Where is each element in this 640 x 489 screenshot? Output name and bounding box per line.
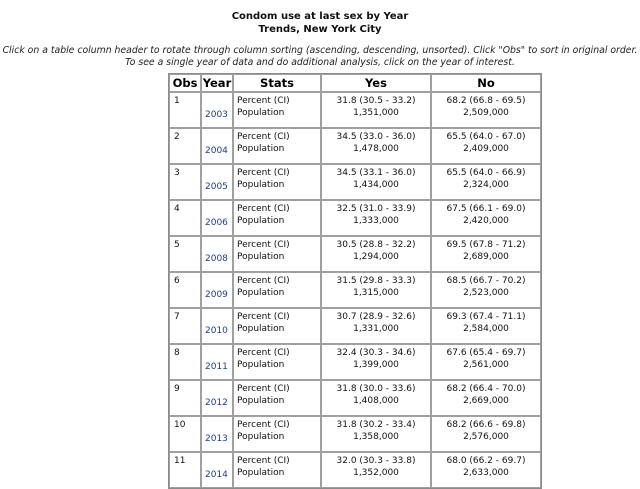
obs-cell: 1 <box>169 92 201 128</box>
yes-percent: 31.8 (30.5 - 33.2) <box>336 96 416 106</box>
year-link[interactable]: 2014 <box>205 470 228 480</box>
yes-percent: 30.7 (28.9 - 32.6) <box>336 312 416 322</box>
obs-cell: 9 <box>169 380 201 416</box>
table-row <box>169 236 541 272</box>
no-percent: 68.2 (66.4 - 70.0) <box>446 384 526 394</box>
yes-cell <box>321 344 431 380</box>
no-percent: 65.5 (64.0 - 67.0) <box>446 132 526 142</box>
no-population: 2,509,000 <box>463 107 509 118</box>
table-row <box>169 344 541 380</box>
yes-population: 1,399,000 <box>353 359 399 370</box>
obs-cell: 5 <box>169 236 201 272</box>
stat-label-percent: Percent (CI) <box>237 240 290 250</box>
table-row <box>169 200 541 236</box>
yes-cell <box>321 380 431 416</box>
obs-cell: 6 <box>169 272 201 308</box>
no-population: 2,669,000 <box>463 395 509 406</box>
no-population: 2,576,000 <box>463 431 509 442</box>
year-link[interactable]: 2012 <box>205 398 228 408</box>
year-link[interactable]: 2008 <box>205 254 228 264</box>
stat-label-population: Population <box>237 215 285 226</box>
yes-percent: 32.4 (30.3 - 34.6) <box>336 348 416 358</box>
no-population: 2,523,000 <box>463 287 509 298</box>
no-cell <box>431 272 541 308</box>
yes-cell <box>321 452 431 488</box>
stat-label-percent: Percent (CI) <box>237 348 290 358</box>
header-row <box>169 74 541 92</box>
no-percent: 69.5 (67.8 - 71.2) <box>446 240 526 250</box>
table-row <box>169 164 541 200</box>
yes-population: 1,358,000 <box>353 431 399 442</box>
stat-label-percent: Percent (CI) <box>237 132 290 142</box>
data-table <box>168 73 542 489</box>
table-row <box>169 272 541 308</box>
yes-percent: 30.5 (28.8 - 32.2) <box>336 240 416 250</box>
year-cell <box>201 308 233 344</box>
stat-label-percent: Percent (CI) <box>237 312 290 322</box>
stat-label-percent: Percent (CI) <box>237 168 290 178</box>
no-cell <box>431 236 541 272</box>
obs-cell: 3 <box>169 164 201 200</box>
obs-cell: 2 <box>169 128 201 164</box>
yes-population: 1,408,000 <box>353 395 399 406</box>
no-column-header[interactable]: No <box>431 74 541 92</box>
stat-label-population: Population <box>237 179 285 190</box>
no-cell <box>431 416 541 452</box>
no-cell <box>431 380 541 416</box>
no-cell <box>431 200 541 236</box>
year-column-header[interactable]: Year <box>202 76 232 90</box>
no-percent: 68.2 (66.8 - 69.5) <box>446 96 526 106</box>
yes-cell <box>321 128 431 164</box>
stats-cell <box>233 416 321 452</box>
yes-population: 1,331,000 <box>353 323 399 334</box>
stats-cell <box>233 236 321 272</box>
no-cell <box>431 92 541 128</box>
yes-population: 1,351,000 <box>353 107 399 118</box>
year-cell <box>201 164 233 200</box>
stat-label-population: Population <box>237 359 285 370</box>
obs-cell: 11 <box>169 452 201 488</box>
stats-cell <box>233 92 321 128</box>
stat-label-percent: Percent (CI) <box>237 276 290 286</box>
stats-cell <box>233 164 321 200</box>
instructions-line-1: Click on a table column header to rotate through column sorting (ascending, descending, unsorted). Click "Obs" to sort in original order. <box>2 45 638 56</box>
yes-population: 1,333,000 <box>353 215 399 226</box>
yes-population: 1,315,000 <box>353 287 399 298</box>
yes-population: 1,434,000 <box>353 179 399 190</box>
stats-column-header[interactable]: Stats <box>233 74 321 92</box>
instructions <box>0 45 640 69</box>
stats-cell <box>233 344 321 380</box>
table-row <box>169 92 541 128</box>
stat-label-population: Population <box>237 467 285 478</box>
no-population: 2,409,000 <box>463 143 509 154</box>
year-cell <box>201 272 233 308</box>
stat-label-population: Population <box>237 323 285 334</box>
stats-cell <box>233 128 321 164</box>
title-text: Condom use at last sex by Year <box>231 11 409 22</box>
stats-cell <box>233 308 321 344</box>
yes-cell <box>321 164 431 200</box>
yes-population: 1,294,000 <box>353 251 399 262</box>
year-link[interactable]: 2003 <box>205 110 228 120</box>
yes-cell <box>321 200 431 236</box>
no-cell <box>431 164 541 200</box>
year-link[interactable]: 2013 <box>205 434 228 444</box>
no-population: 2,324,000 <box>463 179 509 190</box>
yes-percent: 32.0 (30.3 - 33.8) <box>336 456 416 466</box>
year-link[interactable]: 2004 <box>205 146 228 156</box>
obs-cell: 7 <box>169 308 201 344</box>
no-percent: 69.3 (67.4 - 71.1) <box>446 312 526 322</box>
yes-column-header[interactable]: Yes <box>321 74 431 92</box>
no-cell <box>431 128 541 164</box>
yes-percent: 34.5 (33.0 - 36.0) <box>336 132 416 142</box>
yes-percent: 32.5 (31.0 - 33.9) <box>336 204 416 214</box>
stat-label-percent: Percent (CI) <box>237 420 290 430</box>
page-title <box>0 10 640 36</box>
year-cell <box>201 416 233 452</box>
year-link[interactable]: 2005 <box>205 182 228 192</box>
stat-label-percent: Percent (CI) <box>237 204 290 214</box>
stat-label-population: Population <box>237 143 285 154</box>
no-population: 2,633,000 <box>463 467 509 478</box>
no-percent: 65.5 (64.0 - 66.9) <box>446 168 526 178</box>
stat-label-population: Population <box>237 431 285 442</box>
year-cell <box>201 344 233 380</box>
yes-percent: 31.5 (29.8 - 33.3) <box>336 276 416 286</box>
yes-cell <box>321 416 431 452</box>
table-body <box>169 92 541 488</box>
no-population: 2,689,000 <box>463 251 509 262</box>
year-cell <box>201 128 233 164</box>
year-link[interactable]: 2009 <box>205 290 228 300</box>
stat-label-population: Population <box>237 395 285 406</box>
table-row <box>169 452 541 488</box>
year-cell <box>201 452 233 488</box>
stat-label-population: Population <box>237 251 285 262</box>
year-cell <box>201 92 233 128</box>
year-cell <box>201 380 233 416</box>
yes-cell <box>321 92 431 128</box>
no-cell <box>431 308 541 344</box>
yes-cell <box>321 308 431 344</box>
stats-cell <box>233 200 321 236</box>
obs-cell: 4 <box>169 200 201 236</box>
table-row <box>169 380 541 416</box>
table-row <box>169 308 541 344</box>
obs-cell: 10 <box>169 416 201 452</box>
no-population: 2,584,000 <box>463 323 509 334</box>
table-row <box>169 416 541 452</box>
yes-population: 1,352,000 <box>353 467 399 478</box>
yes-percent: 31.8 (30.0 - 33.6) <box>336 384 416 394</box>
stats-cell <box>233 452 321 488</box>
yes-cell <box>321 272 431 308</box>
stats-cell <box>233 272 321 308</box>
year-cell <box>201 236 233 272</box>
subtitle-text: Trends, New York City <box>258 24 382 35</box>
no-cell <box>431 344 541 380</box>
stat-label-percent: Percent (CI) <box>237 96 290 106</box>
year-link[interactable]: 2010 <box>205 326 228 336</box>
no-percent: 68.5 (66.7 - 70.2) <box>446 276 526 286</box>
table-row <box>169 128 541 164</box>
yes-cell <box>321 236 431 272</box>
no-cell <box>431 452 541 488</box>
yes-percent: 34.5 (33.1 - 36.0) <box>336 168 416 178</box>
year-link[interactable]: 2011 <box>205 362 228 372</box>
stat-label-percent: Percent (CI) <box>237 384 290 394</box>
stat-label-population: Population <box>237 287 285 298</box>
no-percent: 68.2 (66.6 - 69.8) <box>446 420 526 430</box>
instructions-line-2: To see a single year of data and do additional analysis, click on the year of interest. <box>125 57 515 68</box>
stat-label-percent: Percent (CI) <box>237 456 290 466</box>
year-cell <box>201 200 233 236</box>
no-percent: 67.6 (65.4 - 69.7) <box>446 348 526 358</box>
year-link[interactable]: 2006 <box>205 218 228 228</box>
stat-label-population: Population <box>237 107 285 118</box>
stats-cell <box>233 380 321 416</box>
obs-column-header[interactable]: Obs <box>169 74 201 92</box>
yes-population: 1,478,000 <box>353 143 399 154</box>
no-population: 2,561,000 <box>463 359 509 370</box>
no-population: 2,420,000 <box>463 215 509 226</box>
yes-percent: 31.8 (30.2 - 33.4) <box>336 420 416 430</box>
no-percent: 68.0 (66.2 - 69.7) <box>446 456 526 466</box>
obs-cell: 8 <box>169 344 201 380</box>
no-percent: 67.5 (66.1 - 69.0) <box>446 204 526 214</box>
